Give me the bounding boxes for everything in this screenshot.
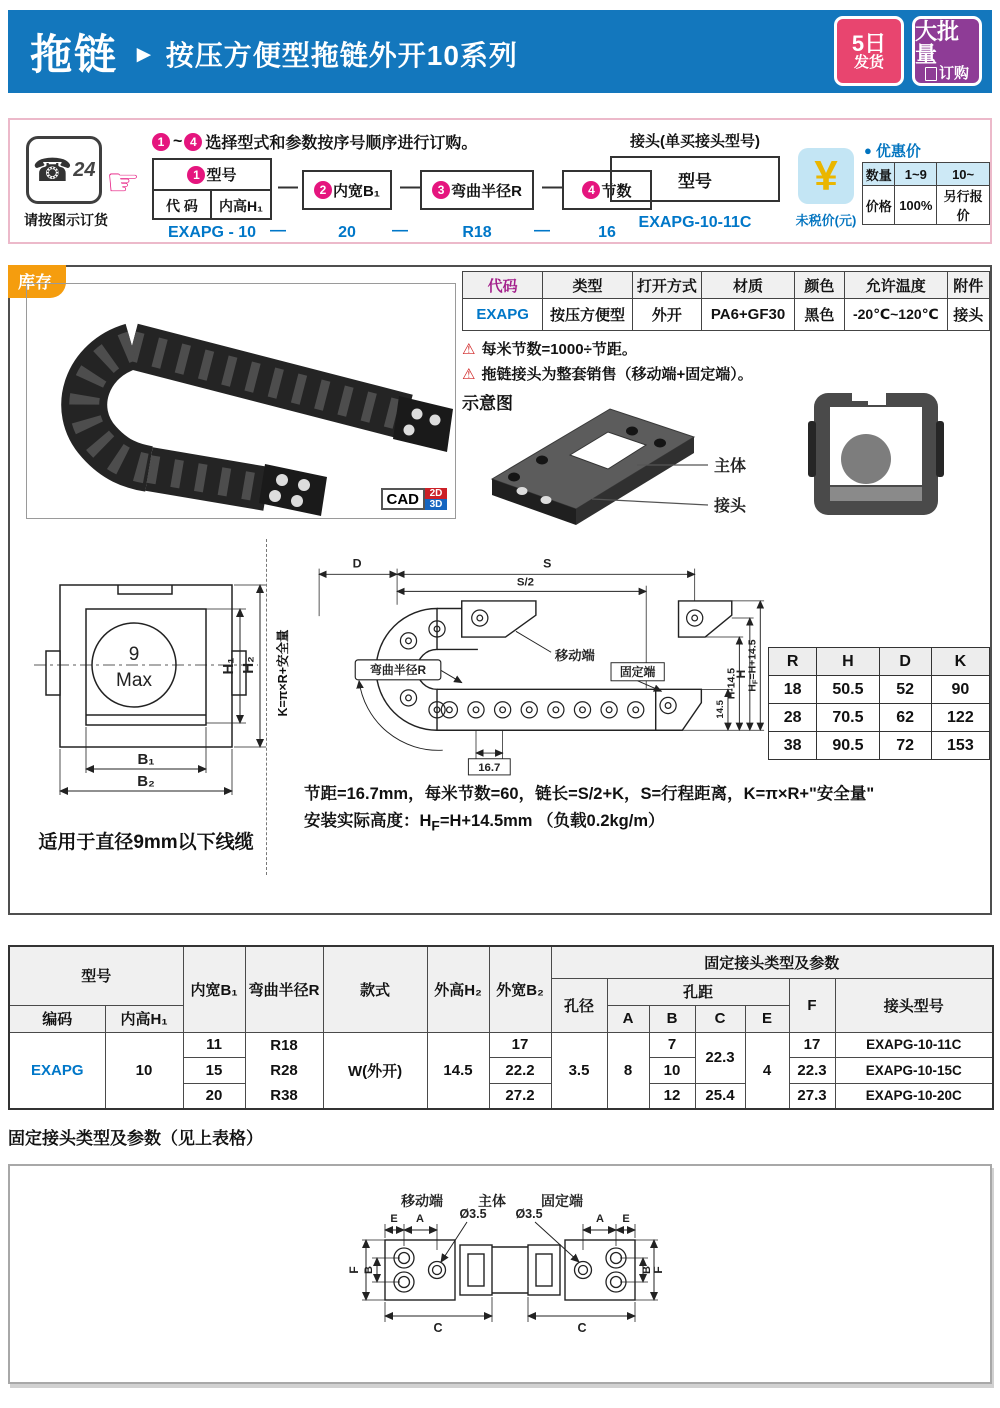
dim-a: A [596,1213,604,1225]
rhdk-header-k: K [931,648,989,676]
cell-a: 8 [607,1032,649,1109]
spec-header-code: 代码 [463,272,543,299]
k-formula-label: K=π×R+安全量 [276,629,290,717]
circle-number-3: 3 [432,181,450,199]
warning-line: ⚠ 每米节数=1000÷节距。 [462,341,637,358]
header-bend-radius: 弯曲半径R [245,946,323,1032]
price-value-2: 另行报价 [937,186,990,225]
step2-label: 内宽B₁ [332,182,381,200]
body-label: 主体 [714,458,747,475]
cell-hole-diameter: 3.5 [551,1032,607,1109]
schematic-drawing [462,387,990,537]
bend-radius-label: 弯曲半径R [369,663,427,678]
dash: — [400,176,420,198]
dim-a: A [416,1213,424,1225]
dim-f: F [347,1266,361,1274]
bulk-badge-bottom: 订购 [925,66,969,82]
cell-radius-list: R18 R28 R38 [245,1032,323,1109]
step2-value: 20 [338,224,356,241]
cell-outer-height: 14.5 [427,1032,489,1109]
cell-c-3: 25.4 [695,1083,745,1109]
spec-value-code: EXAPG [463,299,543,331]
cell-style: W(外开) [323,1032,427,1109]
dim-e: E [622,1213,630,1225]
cell-inner-height: 10 [105,1032,183,1109]
circle-number-4: 4 [184,133,202,151]
cad-label: CAD [381,488,426,510]
dim-diameter: Ø3.5 [459,1207,487,1221]
bottom-link-holes [441,702,644,718]
table-row: 18 50.5 52 90 [769,676,990,704]
schematic-title: 示意图 [462,394,513,413]
header-f: F [789,978,835,1032]
ship-badge [834,16,904,86]
ordering-section [8,118,992,244]
note-line-1: 节距=16.7mm，每米节数=60，链长=S/2+K，S=行程距离，K=π×R+"安全量" [304,785,875,803]
bulk-badge [912,16,982,86]
cross-section-dimension-drawing [22,565,270,805]
spec-header-temp: 允许温度 [844,272,947,299]
header-outer-height: 外高H₂ [427,946,489,1032]
spec-header-accessory: 附件 [947,272,989,299]
phone-icon: ☎ [32,152,73,188]
drawing-notes [304,781,874,839]
cell-joint-model: EXAPG-10-11C [835,1032,993,1058]
cell-e: 4 [745,1032,789,1109]
rhdk-header-h: H [817,648,879,676]
circle-number-1: 1 [187,166,205,184]
dim-b2: B₂ [137,773,155,790]
cell-joint-model: EXAPG-10-15C [835,1058,993,1084]
table-row: 38 90.5 72 153 [769,732,990,760]
price-table [862,162,990,225]
cell-code: EXAPG [9,1032,105,1109]
header-code: 编码 [9,1005,105,1032]
dim-c: C [577,1321,587,1335]
yen-icon: ¥ [798,148,854,204]
step1-sub-code: 代 码 [154,191,212,220]
main-data-table [8,945,994,1110]
warning-icon: ⚠ [462,366,476,383]
bulk-badge-top: 大批量 [915,19,960,68]
header-hole-diameter: 孔径 [551,978,607,1032]
spec-value-type: 按压方便型 [543,299,632,331]
circle-number-2: 2 [314,181,332,199]
ship-badge-bottom: 发货 [853,53,884,71]
spec-value-color: 黑色 [794,299,844,331]
spec-header-material: 材质 [702,272,795,299]
header-style: 款式 [323,946,427,1032]
drag-chain-photo [27,284,455,518]
dim-d: D [352,556,362,571]
untaxed-label: 未税价(元) [795,213,857,228]
schematic-section [462,387,990,537]
step1-label: 型号 [206,167,237,184]
dim-s: S [543,556,552,571]
header-badges [834,16,982,86]
rhdk-header-d: D [879,648,931,676]
dim-f: F [651,1266,665,1274]
connector-dimension-drawing [310,1190,710,1360]
joint-title: 接头(单买接头型号) [630,133,760,150]
step1-value: EXAPG - 10 [167,224,257,241]
spec-value-temp: -20℃~120℃ [844,299,947,331]
table-row: EXAPG 10 11 R18 R28 R38 W(外开) 14.5 17 3.5 8 7 22.3 4 17 EXAPG-10-11C [9,1032,993,1058]
document-icon [925,67,937,81]
step3-value: R18 [462,224,492,241]
circle-number-1: 1 [152,133,170,151]
header-c: C [695,1005,745,1032]
discount-heading: ● 优惠价 [864,143,921,160]
dim-h-minus: H-14.5 [726,667,738,700]
header-hole-distance: 孔距 [607,978,789,1005]
cad-2d-label: 2D [425,488,447,499]
spec-value-open: 外开 [632,299,702,331]
warning-line: ⚠ 拖链接头为整套销售（移动端+固定端）。 [462,366,753,383]
spec-header-open: 打开方式 [632,272,702,299]
dim-c: C [433,1321,443,1335]
bullet-icon: ● [864,143,872,158]
main-content-box [8,265,992,915]
joint-model-value: EXAPG-10-11C [638,214,752,231]
cell-c-12: 22.3 [695,1032,745,1083]
header-bar [8,10,992,93]
cable-caption: 适用于直径9mm以下线缆 [38,832,254,853]
table-row: 15 22.2 10 22.3 EXAPG-10-15C [9,1058,993,1084]
spec-value-material: PA6+GF30 [702,299,795,331]
side-view-drawing [302,543,766,791]
joint-label: 接头 [714,498,747,515]
spec-table [462,271,990,331]
header-fixed-joint: 固定接头类型及参数 [551,946,993,978]
dim-s-half: S/2 [516,576,534,589]
ordering-instruction: 1 ~ 4 选择型式和参数按序号顺序进行订购。 [152,130,477,153]
price-qty-header: 数量 [863,163,895,186]
dim-h2: H₂ [240,656,257,674]
dim-hf: HF=H+14.5 [747,639,760,692]
fixed-joint-note: 固定接头类型及参数（见上表格） [8,1129,263,1148]
step4-label: 节数 [601,182,632,200]
step1-model-box [152,158,272,220]
header-joint-model: 接头型号 [835,978,993,1032]
body-label: 主体 [478,1193,506,1209]
header-a: A [607,1005,649,1032]
step2-box [302,170,392,210]
dim-14-5: 14.5 [715,700,727,719]
note-line-2: 安装实际高度：$H_F=H+14.5mm$ （负载0.2kg/m） [304,812,665,834]
phone-caption: 请按图示订货 [24,212,108,228]
price-value-1: 100% [895,186,937,225]
cell-joint-model: EXAPG-10-20C [835,1083,993,1109]
dash-value: — [534,222,550,239]
step1-sub-height: 内高H₁ [219,197,263,214]
price-qty-2: 10~ [937,163,990,186]
dim-pitch: 16.7 [478,762,501,775]
dim-h1: H₁ [220,657,237,675]
dim-h: H [734,669,749,679]
warnings [462,337,753,387]
connector-drawing-box [8,1164,992,1384]
spec-header-color: 颜色 [794,272,844,299]
table-row: 28 70.5 62 122 [769,704,990,732]
spec-value-accessory: 接头 [947,299,989,331]
header-b: B [649,1005,695,1032]
page-title: 按压方便型拖链外开10系列 [165,39,518,71]
max-diameter-value: 9 [128,644,140,665]
dash: — [278,176,298,198]
dash-value: — [392,222,408,239]
iso-link-render [492,409,694,525]
phone-24-icon [26,136,102,204]
warning-icon: ⚠ [462,341,476,358]
header-inner-height: 内高H₁ [105,1005,183,1032]
pointing-hand-icon: ☞ [106,162,141,204]
price-qty-1: 1~9 [895,163,937,186]
spec-header-type: 类型 [543,272,632,299]
header-category: 拖链 [30,30,119,78]
header-outer-width: 外宽B₂ [489,946,551,1032]
cross-section-render [808,393,944,515]
rhdk-header-r: R [769,648,817,676]
cad-badge [381,488,448,510]
joint-model-box: 型号 [610,156,780,202]
max-label: Max [116,670,152,691]
stock-badge: 库存 [8,265,66,298]
dim-diameter: Ø3.5 [515,1207,543,1221]
dim-b: B [363,1266,375,1274]
step4-value: 16 [598,224,616,241]
rhdk-table [768,647,990,760]
fixed-end-label: 固定端 [541,1193,583,1209]
header-model: 型号 [9,946,183,1005]
dash: — [542,176,562,198]
dashed-divider [266,539,267,875]
moving-end-label: 移动端 [554,647,595,663]
step3-label: 弯曲半径R [451,182,522,200]
dash-value: — [270,222,286,239]
dim-b1: B₁ [137,751,155,768]
step3-box [420,170,534,210]
circle-number-4: 4 [582,181,600,199]
product-photo [26,283,456,519]
header-e: E [745,1005,789,1032]
ship-badge-top: 5日 [851,30,887,56]
header-inner-width: 内宽B₁ [183,946,245,1032]
connector-assembly [385,1240,635,1300]
fixed-end-label: 固定端 [619,665,656,680]
dim-b: B [641,1266,653,1274]
cad-3d-label: 3D [425,499,447,510]
moving-end-label: 移动端 [401,1193,443,1209]
price-price-header: 价格 [863,186,895,225]
dim-e: E [390,1213,398,1225]
phone-24-label: 24 [73,158,96,181]
table-row: 20 27.2 12 25.4 27.3 EXAPG-10-20C [9,1083,993,1109]
instruction-text: 选择型式和参数按序号顺序进行订购。 [205,135,478,152]
arrow-icon: ► [132,40,156,68]
